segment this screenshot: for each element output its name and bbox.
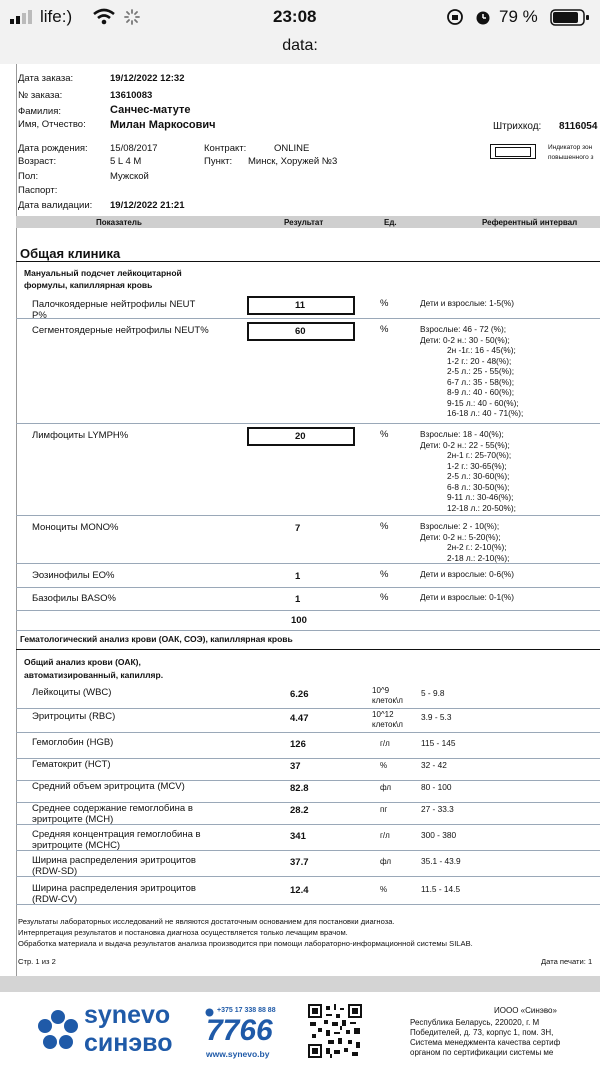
header-result: Результат bbox=[284, 218, 324, 227]
page-gap bbox=[0, 976, 600, 992]
page-edge bbox=[16, 64, 17, 976]
reference-line: 6-7 л.: 35 - 58(%); bbox=[447, 376, 515, 387]
oak-unit: фл bbox=[380, 783, 392, 792]
reference-line: 9-11 л.: 30-46(%); bbox=[447, 492, 514, 502]
row-divider bbox=[16, 563, 600, 564]
note-3: Обработка материала и выдача результатов анализа производится при помощи лабораторно-информационной системы SILAB. bbox=[18, 939, 473, 948]
reference-line: 2-5 л.: 30-60(%); bbox=[447, 471, 510, 481]
reference-line: Дети и взрослые: 1-5(%) bbox=[420, 298, 515, 308]
reference-line: 2-5 л.: 25 - 55(%); bbox=[447, 366, 515, 376]
oak-name: Лейкоциты (WBC) bbox=[32, 687, 112, 698]
short-number: 7766 bbox=[206, 1014, 273, 1047]
age-label: Возраст: bbox=[18, 156, 57, 167]
oak-unit: г/л bbox=[380, 831, 390, 840]
oak-unit: % bbox=[380, 885, 388, 894]
oak-unit: г/л bbox=[380, 739, 390, 748]
row-divider bbox=[16, 318, 600, 319]
row-divider bbox=[16, 423, 600, 424]
oak-name: эритроците (MCH) bbox=[32, 814, 114, 825]
result-name: Базофилы BASO% bbox=[32, 593, 116, 604]
header-unit: Ед. bbox=[384, 218, 397, 227]
reference-line: Дети: 0-2 н.: 5-20(%); bbox=[420, 531, 501, 542]
header-ref: Референтный интервал bbox=[482, 218, 578, 227]
oak-reference: 5 - 9.8 bbox=[421, 688, 445, 698]
address-line-1: Республика Беларусь, 220020, г. М bbox=[410, 1018, 540, 1027]
surname-label: Фамилия: bbox=[18, 106, 61, 117]
barcode: 8116054 bbox=[559, 121, 598, 132]
row-divider bbox=[16, 850, 600, 851]
oak-unit: 10^9 bbox=[372, 686, 390, 695]
order-no-label: № заказа: bbox=[18, 90, 63, 101]
page-number: Стр. 1 из 2 bbox=[18, 957, 56, 966]
dob-label: Дата рождения: bbox=[18, 143, 88, 154]
result-name: Палочкоядерные нейтрофилы NEUT bbox=[32, 299, 196, 310]
oak-reference: 3.9 - 5.3 bbox=[421, 712, 452, 722]
order-date: 19/12/2022 12:32 bbox=[110, 73, 185, 84]
oak-value: 37 bbox=[290, 761, 301, 772]
oak-name: (RDW-SD) bbox=[32, 866, 78, 877]
row-divider bbox=[16, 515, 600, 516]
result-unit: % bbox=[380, 298, 389, 309]
row-divider bbox=[16, 904, 600, 905]
lab-report-page bbox=[0, 64, 600, 976]
oak-name: Среднее содержание гемоглобина в bbox=[32, 803, 193, 814]
result-value: 1 bbox=[295, 571, 301, 582]
oak-value: 12.4 bbox=[290, 885, 309, 896]
phone-number: +375 17 338 88 88 bbox=[217, 1007, 276, 1014]
oak-reference: 27 - 33.3 bbox=[421, 804, 454, 814]
reference-line: 2н -1г.: 16 - 45(%); bbox=[447, 345, 516, 355]
name-label: Имя, Отчество: bbox=[18, 119, 86, 130]
subsection-manual-1: Мануальный подсчет лейкоцитарной bbox=[24, 268, 182, 278]
oak-unit: клеток\л bbox=[372, 720, 403, 729]
reference-line: 1-2 г.: 30-65(%); bbox=[447, 460, 507, 471]
oak-name: Ширина распределения эритроцитов bbox=[32, 883, 196, 894]
oak-name: Средняя концентрация гемоглобина в bbox=[32, 829, 201, 840]
row-divider bbox=[16, 824, 600, 825]
result-unit: % bbox=[380, 429, 389, 440]
oak-value: 6.26 bbox=[290, 689, 309, 700]
reference-line: 12-18 л.: 20-50%); bbox=[447, 502, 516, 513]
oak-value: 126 bbox=[290, 739, 306, 750]
oak-value: 82.8 bbox=[290, 783, 309, 794]
reference-line: 6-8 л.: 30-50(%); bbox=[447, 481, 510, 492]
reference-line: 2-18 л.: 2-10(%); bbox=[447, 552, 510, 563]
result-value: 7 bbox=[295, 523, 301, 534]
company-name: ИООО «Синэво» bbox=[494, 1006, 557, 1015]
result-name: P% bbox=[32, 310, 47, 321]
reference-line: 16-18 л.: 40 - 71(%); bbox=[447, 408, 524, 418]
rotation-lock-icon bbox=[446, 8, 464, 26]
oak-name: Гематокрит (HCT) bbox=[32, 759, 111, 770]
result-name: Эозинофилы EO% bbox=[32, 570, 115, 581]
barcode-label: Штрихкод: bbox=[493, 121, 542, 132]
result-name: Сегментоядерные нейтрофилы NEUT% bbox=[32, 325, 209, 336]
result-value: 1 bbox=[295, 594, 301, 605]
address-line-3: Система менеджмента качества сертиф bbox=[410, 1038, 561, 1047]
result-value: 11 bbox=[295, 300, 306, 311]
row-divider bbox=[16, 732, 600, 733]
indicator-text-1: Индикатор зон bbox=[548, 144, 593, 151]
alarm-icon bbox=[474, 8, 492, 26]
oak-name: эритроците (MCHC) bbox=[32, 840, 121, 851]
point: Минск, Хоружей №3 bbox=[248, 156, 338, 167]
oak-name: Эритроциты (RBC) bbox=[32, 711, 116, 722]
oak-reference: 80 - 100 bbox=[421, 782, 452, 792]
oak-unit: фл bbox=[380, 857, 392, 866]
point-label: Пункт: bbox=[204, 156, 233, 167]
row-divider bbox=[16, 610, 600, 611]
header-name: Показатель bbox=[96, 218, 142, 227]
oak-unit: пг bbox=[380, 805, 388, 814]
result-name: Моноциты MONO% bbox=[32, 522, 119, 533]
note-2: Интерпретация результатов и постановка диагноза осуществляется только лечащим врачом. bbox=[18, 928, 348, 937]
reference-line: Дети и взрослые: 0-1(%) bbox=[420, 592, 515, 602]
wifi-icon bbox=[92, 8, 116, 25]
manual-total: 100 bbox=[291, 615, 307, 626]
oak-unit: клеток\л bbox=[372, 696, 403, 705]
note-1: Результаты лабораторных исследований не являются достаточным основанием для постановки диагноза. bbox=[18, 917, 395, 926]
sex: Мужской bbox=[110, 171, 149, 182]
reference-line: 8-9 л.: 40 - 60(%); bbox=[447, 387, 515, 397]
reference-line: 2н-1 г.: 25-70(%); bbox=[447, 450, 512, 460]
oak-reference: 11.5 - 14.5 bbox=[421, 884, 461, 894]
result-name: Лимфоциты LYMPH% bbox=[32, 430, 129, 441]
dob: 15/08/2017 bbox=[110, 143, 158, 154]
reference-line: Дети: 0-2 н.: 22 - 55(%); bbox=[420, 439, 510, 450]
order-no: 13610083 bbox=[110, 90, 153, 101]
address-bar[interactable]: data: bbox=[0, 34, 600, 65]
brand-latin: synevo bbox=[84, 1001, 171, 1029]
oak-unit: 10^12 bbox=[372, 710, 394, 719]
subsection-manual-2: формулы, капиллярная кровь bbox=[24, 280, 153, 290]
age: 5 L 4 M bbox=[110, 156, 142, 167]
result-unit: % bbox=[380, 521, 389, 532]
loading-spinner-icon bbox=[124, 9, 140, 25]
contract: ONLINE bbox=[274, 143, 310, 154]
result-unit: % bbox=[380, 324, 389, 335]
indicator-text-2: повышенного з bbox=[548, 154, 594, 161]
address-line-2: Победителей, д. 73, корпус 1, пом. 3Н, bbox=[410, 1028, 554, 1037]
qr-code bbox=[308, 1004, 362, 1058]
oak-value: 4.47 bbox=[290, 713, 309, 724]
patient-name: Милан Маркосович bbox=[110, 119, 216, 131]
contract-label: Контракт: bbox=[204, 143, 247, 154]
hemat-title: Гематологический анализ крови (ОАК, СОЭ), капиллярная кровь bbox=[20, 634, 293, 644]
section-title: Общая клиника bbox=[20, 246, 121, 261]
carrier-name: life:) bbox=[40, 7, 73, 26]
order-date-label: Дата заказа: bbox=[18, 73, 74, 84]
surname: Санчес-матуте bbox=[110, 104, 191, 116]
print-date-label: Дата печати: 1 bbox=[541, 957, 593, 966]
row-divider bbox=[16, 587, 600, 588]
oak-name: (RDW-CV) bbox=[32, 894, 78, 905]
reference-line: Дети: 0-2 н.: 30 - 50(%); bbox=[420, 334, 510, 345]
validation-label: Дата валидации: bbox=[18, 200, 93, 211]
signal-icon bbox=[10, 10, 36, 24]
report-footer bbox=[0, 992, 600, 1066]
website: www.synevo.by bbox=[206, 1049, 270, 1059]
oak-value: 341 bbox=[290, 831, 306, 842]
reference-line: Дети и взрослые: 0-6(%) bbox=[420, 569, 515, 579]
reference-line: 2н-2 г.: 2-10(%); bbox=[447, 542, 507, 552]
subsection-oak-2: автоматизированный, капилляр. bbox=[24, 670, 164, 680]
validation-date: 19/12/2022 21:21 bbox=[110, 200, 185, 211]
clock: 23:08 bbox=[273, 7, 317, 26]
oak-reference: 35.1 - 43.9 bbox=[421, 856, 461, 866]
row-divider bbox=[16, 876, 600, 877]
reference-line: 1-2 г.: 20 - 48(%); bbox=[447, 355, 512, 366]
reference-line: Взрослые: 46 - 72 (%); bbox=[420, 324, 507, 334]
result-unit: % bbox=[380, 569, 389, 580]
reference-line: Взрослые: 2 - 10(%); bbox=[420, 521, 500, 531]
reference-line: Взрослые: 18 - 40(%); bbox=[420, 429, 504, 439]
oak-name: Средний объем эритроцита (MCV) bbox=[32, 781, 185, 792]
indicator-box bbox=[490, 144, 536, 159]
result-value: 60 bbox=[295, 326, 306, 337]
table-header bbox=[16, 216, 600, 228]
synevo-flower-logo bbox=[36, 1008, 80, 1052]
address-line-4: органом по сертификации системы ме bbox=[410, 1048, 554, 1057]
oak-reference: 300 - 380 bbox=[421, 830, 457, 840]
oak-reference: 32 - 42 bbox=[421, 760, 447, 770]
oak-value: 28.2 bbox=[290, 805, 309, 816]
passport-label: Паспорт: bbox=[18, 185, 58, 196]
oak-value: 37.7 bbox=[290, 857, 309, 868]
battery-percent: 79 % bbox=[499, 7, 538, 26]
row-divider bbox=[16, 708, 600, 709]
brand-cyrillic: синэво bbox=[84, 1029, 173, 1057]
status-bar bbox=[0, 0, 600, 34]
section-rule bbox=[16, 261, 600, 262]
oak-name: Ширина распределения эритроцитов bbox=[32, 855, 196, 866]
reference-line: 9-15 л.: 40 - 60(%); bbox=[447, 397, 519, 408]
subsection-oak-1: Общий анализ крови (ОАК), bbox=[24, 657, 141, 667]
result-value: 20 bbox=[295, 431, 306, 442]
battery-icon bbox=[550, 9, 590, 26]
sex-label: Пол: bbox=[18, 171, 39, 182]
oak-name: Гемоглобин (HGB) bbox=[32, 737, 114, 748]
oak-unit: % bbox=[380, 761, 388, 770]
result-unit: % bbox=[380, 592, 389, 603]
oak-reference: 115 - 145 bbox=[421, 738, 456, 748]
